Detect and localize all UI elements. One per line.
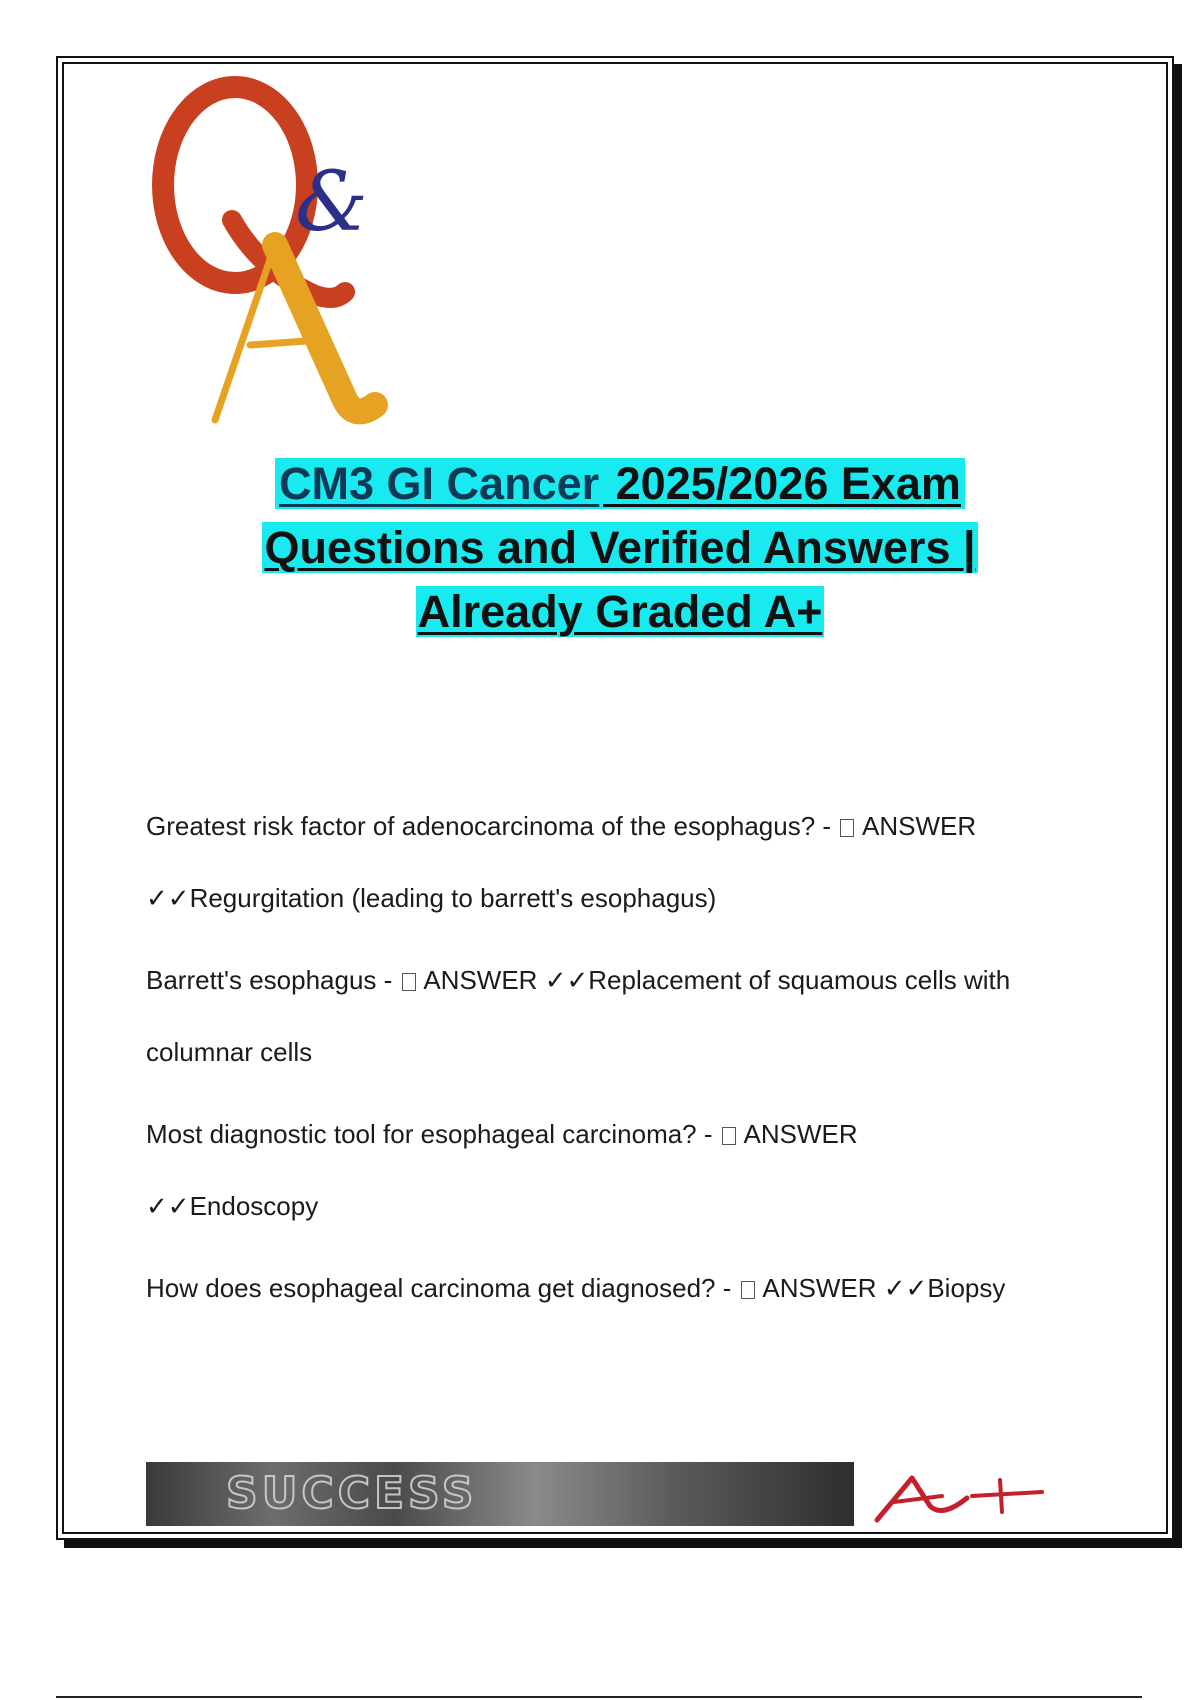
missing-glyph-icon — [402, 973, 416, 991]
answer-text: ✓✓Replacement of squamous cells with columnar cells — [146, 965, 1011, 1067]
qa-item — [146, 944, 1106, 1088]
answer-label: ANSWER — [756, 1273, 884, 1303]
answer-text: ✓✓Regurgitation (leading to barrett's esophagus) — [146, 883, 717, 913]
svg-text:&: & — [295, 155, 368, 250]
missing-glyph-icon — [741, 1281, 755, 1299]
answer-text: ✓✓Endoscopy — [146, 1191, 319, 1221]
qa-logo-icon — [140, 70, 410, 450]
answer-label: ANSWER — [417, 965, 545, 995]
qa-list — [146, 790, 1106, 1334]
question-text: Most diagnostic tool for esophageal carcinoma? - — [146, 1119, 720, 1149]
missing-glyph-icon — [840, 819, 854, 837]
banner-text: SUCCESS — [226, 1468, 478, 1519]
qa-item — [146, 1098, 1106, 1242]
question-text: How does esophageal carcinoma get diagnosed? - — [146, 1273, 739, 1303]
title-course-name: CM3 GI Cancer — [279, 458, 600, 509]
answer-text: ✓✓Biopsy — [883, 1273, 1006, 1303]
answer-label: ANSWER — [856, 811, 977, 841]
title-line-2: Questions and Verified Answers | — [264, 522, 976, 573]
question-text: Barrett's esophagus - — [146, 965, 400, 995]
answer-label: ANSWER — [737, 1119, 858, 1149]
question-text: Greatest risk factor of adenocarcinoma of the esophagus? - — [146, 811, 839, 841]
title-year-exam: 2025/2026 Exam — [603, 458, 961, 509]
qa-item — [146, 1252, 1106, 1324]
success-banner-image — [146, 1462, 854, 1526]
title-line-3: Already Graded A+ — [417, 586, 823, 637]
qa-item — [146, 790, 1106, 934]
missing-glyph-icon — [722, 1127, 736, 1145]
document-title — [150, 452, 1090, 644]
footer-divider — [56, 1696, 1142, 1698]
a-plus-mark-icon — [872, 1468, 1052, 1528]
